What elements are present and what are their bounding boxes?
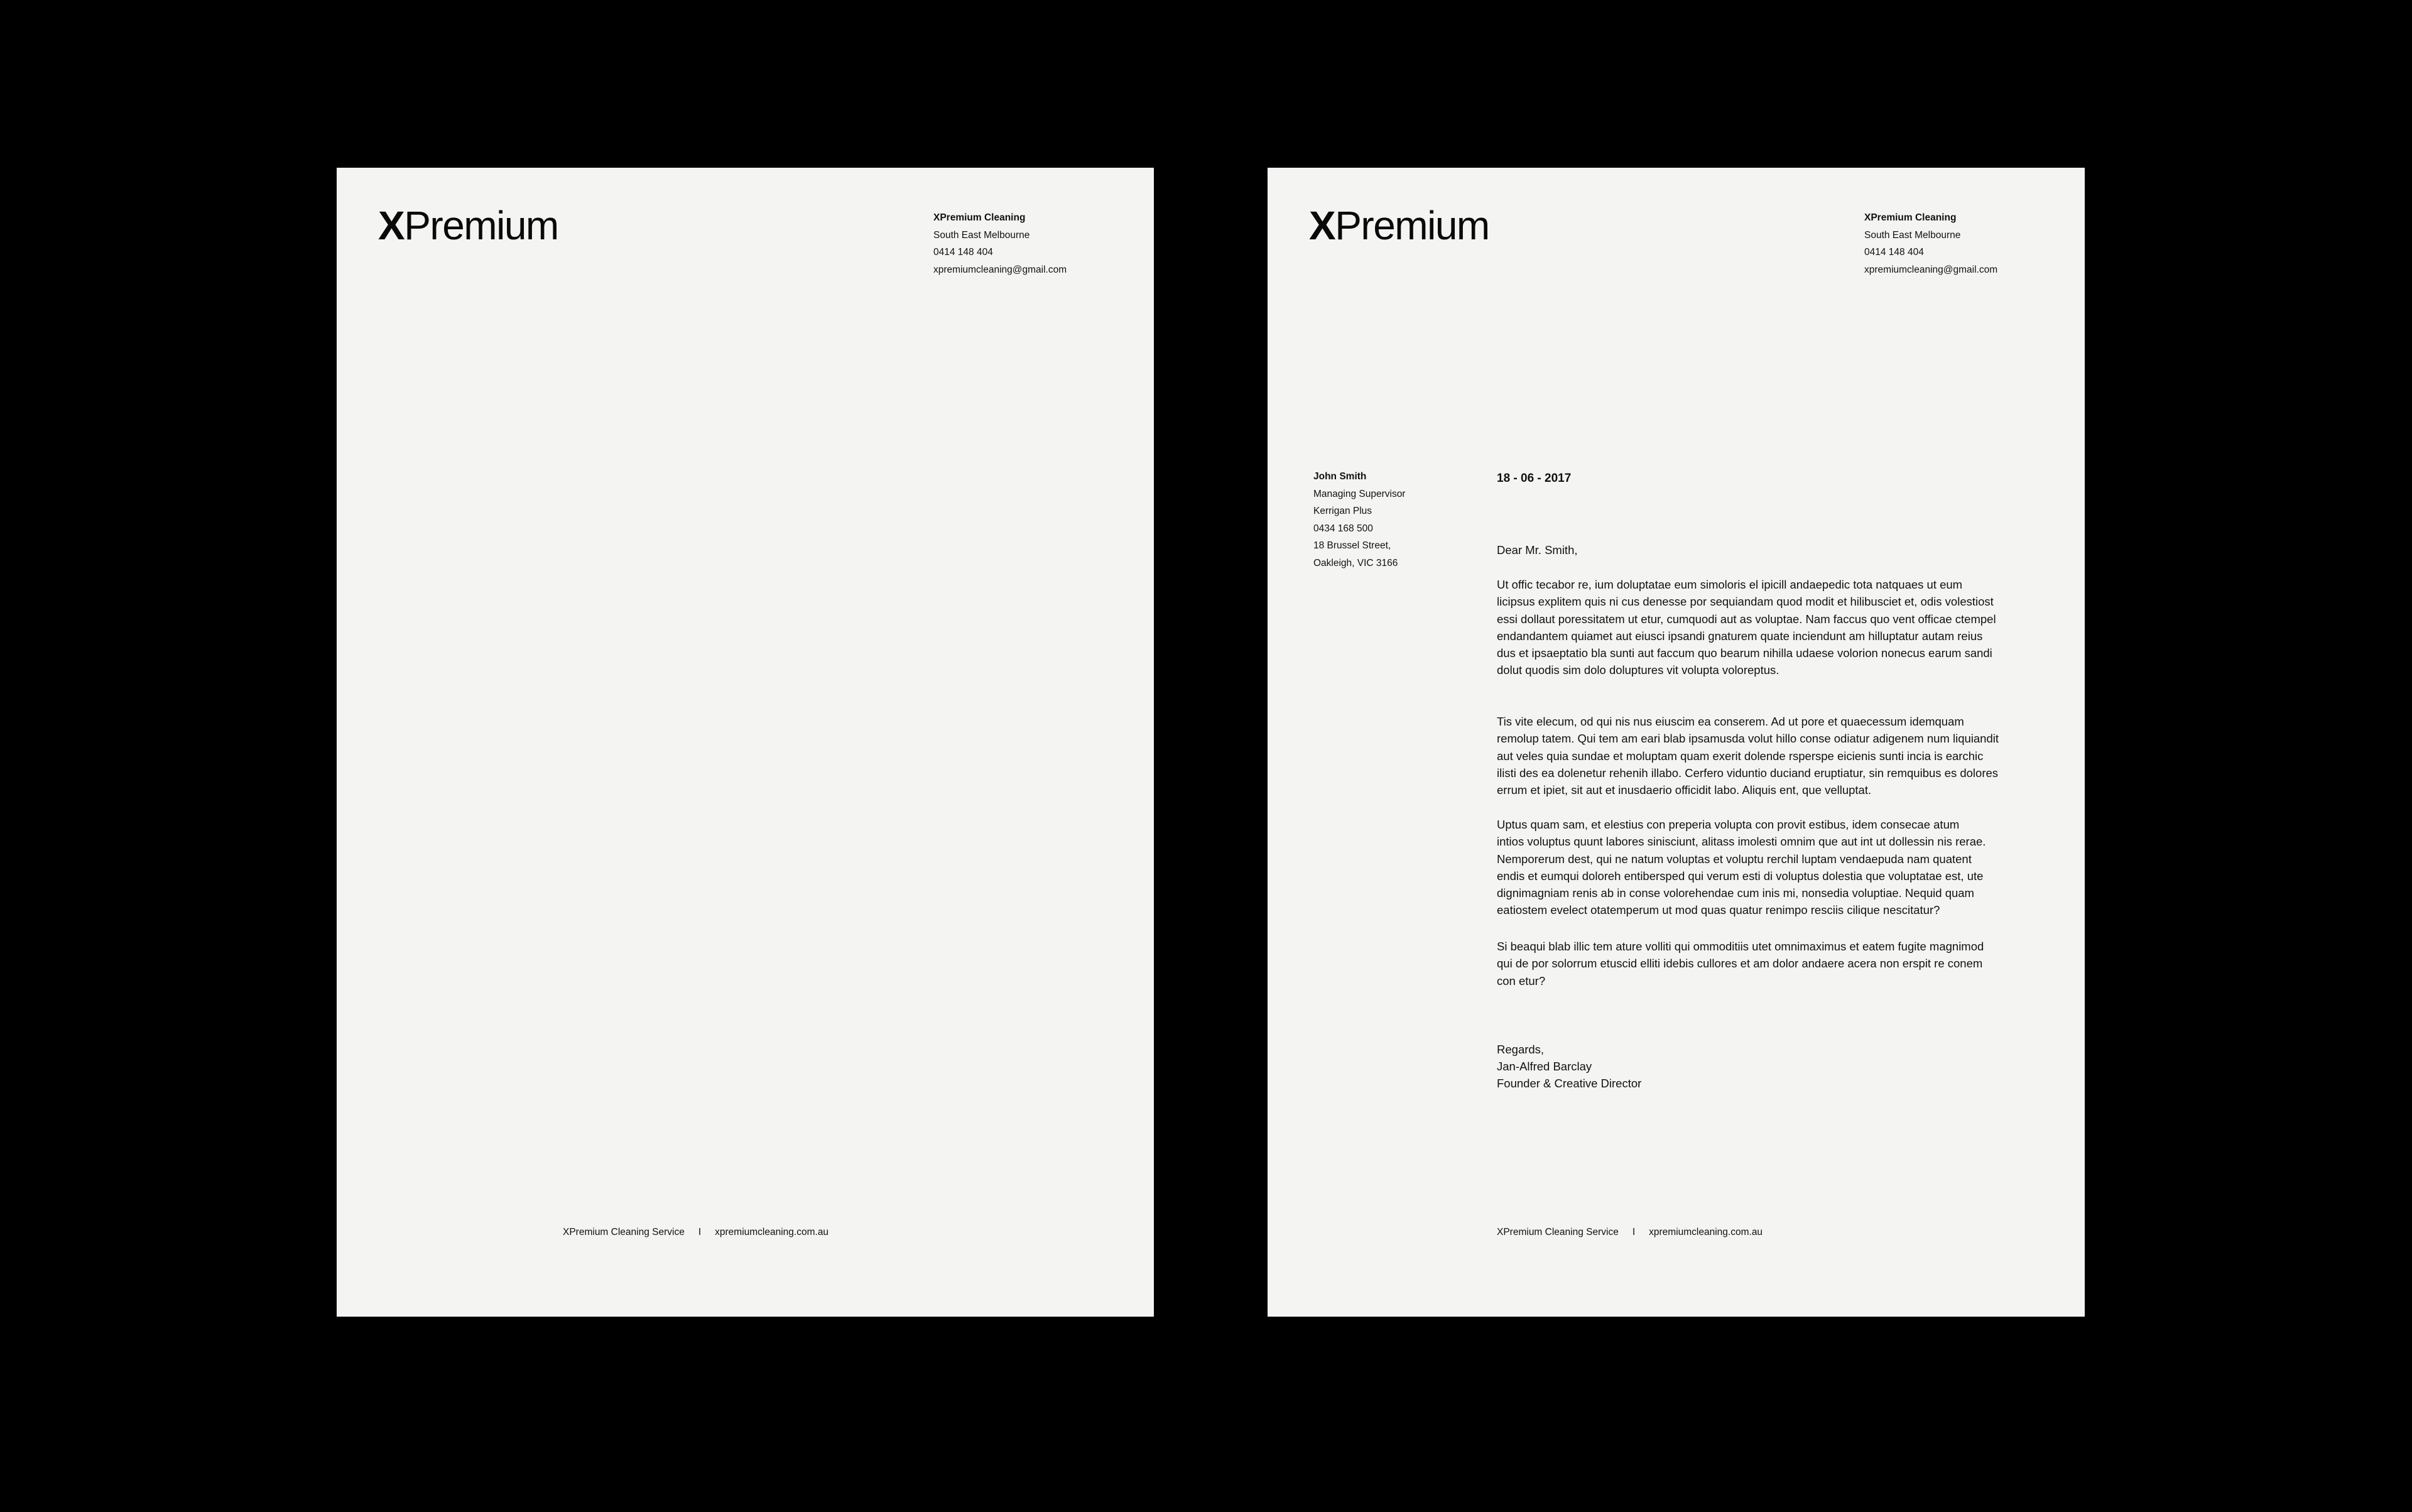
closing: Regards, <box>1497 1043 1545 1056</box>
letterhead-contact <box>1864 209 1997 278</box>
letter-date: 18 - 06 - 2017 <box>1497 472 1572 485</box>
paragraph-2: Tis vite elecum, od qui nis nus eiuscim ea conserem. Ad ut pore et quaecessum idemquam remolup tatem. Qui tem am eari blab ipsamusda volut hillo conse odiatur adigenem num liquiandit aut veles quia sundae et moluptam quam exerit dolende rsperspe eicienis sunti incia is earchic ilisti des ea dolenetur rehenih illabo. Cerfero viduntio duciand eruptiatur, sin remquibus es dolores errum et ipiet, sit aut et inusdaerio officidit labo. Aliquis ent, que velluptat. <box>1497 715 1999 797</box>
company-email: xpremiumcleaning@gmail.com <box>1864 264 1998 275</box>
footer-website: xpremiumcleaning.com.au <box>715 1227 829 1237</box>
recipient-street: 18 Brussel Street, <box>1313 540 1391 551</box>
company-phone: 0414 148 404 <box>933 247 993 258</box>
footer-service: XPremium Cleaning Service <box>563 1227 685 1237</box>
company-location: South East Melbourne <box>933 229 1030 241</box>
paragraph-3: Uptus quam sam, et elestius con preperia volupta con provit estibus, idem consecae atum intios voluptus quunt labores sinisciunt, alitass imolesti omnim que aut int ut dollessin nis rerae. Nemporerum dest, qui ne natum voluptas et voluptu rerchil luptam vendaepuda nam quatent endis et eumqui doloreh entibersped qui verum esti di voluptus dolestia que voluptatae est, ute dignimagniam renis ab in conse volorehendae cum inis mi, nonsedia voluptiae. Nequid quam eatiostem evelect otatemperum ut mod quas quatur renimpo resciis cilique nescitatur? <box>1497 818 1986 917</box>
recipient-company: Kerrigan Plus <box>1313 506 1372 516</box>
recipient-city: Oakleigh, VIC 3166 <box>1313 557 1398 568</box>
recipient-phone: 0434 168 500 <box>1313 523 1373 534</box>
page-footer <box>1497 1227 1763 1238</box>
logo-word: Premium <box>404 203 558 248</box>
company-name: XPremium Cleaning <box>1864 212 1957 223</box>
logo-x: X <box>1309 203 1335 248</box>
logo-word: Premium <box>1335 203 1489 248</box>
paragraph-4: Si beaqui blab illic tem ature volliti qui ommoditiis utet omnimaximus et eatem fugite magnimod qui de por solorrum etuscid elliti idebis cullores et am dolor andaere acera non erspit re conem con etur? <box>1497 940 1984 987</box>
brand-logo <box>378 205 558 246</box>
signer-title: Founder & Creative Director <box>1497 1077 1642 1090</box>
footer-service: XPremium Cleaning Service <box>1497 1227 1619 1237</box>
brand-logo <box>1309 205 1489 246</box>
company-name: XPremium Cleaning <box>933 212 1026 223</box>
paragraph-1: Ut offic tecabor re, ium doluptatae eum simoloris el ipicill andaepedic tota natquaes ut eum licipsus explitem quis ni cus denesse por sequiandam quod modit et hilibusciet et, odis volestiost essi dollaut poressitatem ut etur, cumquodi aut as voluptae. Nam faccus quo vent officae ctempel endandantem quiamet aut eiusci ipsandi gnaturem quate inciendunt am hilluptatur autam reius dus et ipsaeptatio bla sunti aut faccum quo bearum nihilla udaese volorion nonecus earum sandi dolut quodis sim dolo doluptures vit volupta voloreptus. <box>1497 578 1996 677</box>
letterhead-contact <box>933 209 1067 278</box>
footer-website: xpremiumcleaning.com.au <box>1649 1227 1763 1237</box>
recipient-title: Managing Supervisor <box>1313 488 1406 499</box>
letter-page <box>1268 168 2085 1317</box>
page-footer <box>563 1227 828 1238</box>
company-location: South East Melbourne <box>1864 229 1961 241</box>
signer-name: Jan-Alfred Barclay <box>1497 1060 1592 1073</box>
blank-letterhead-page <box>337 168 1154 1317</box>
logo-x: X <box>378 203 405 248</box>
footer-separator: I <box>698 1227 702 1237</box>
company-phone: 0414 148 404 <box>1864 247 1924 258</box>
footer-separator: I <box>1632 1227 1636 1237</box>
recipient-name: John Smith <box>1313 471 1367 482</box>
salutation: Dear Mr. Smith, <box>1497 543 1578 557</box>
recipient-address <box>1313 468 1405 572</box>
company-email: xpremiumcleaning@gmail.com <box>933 264 1067 275</box>
